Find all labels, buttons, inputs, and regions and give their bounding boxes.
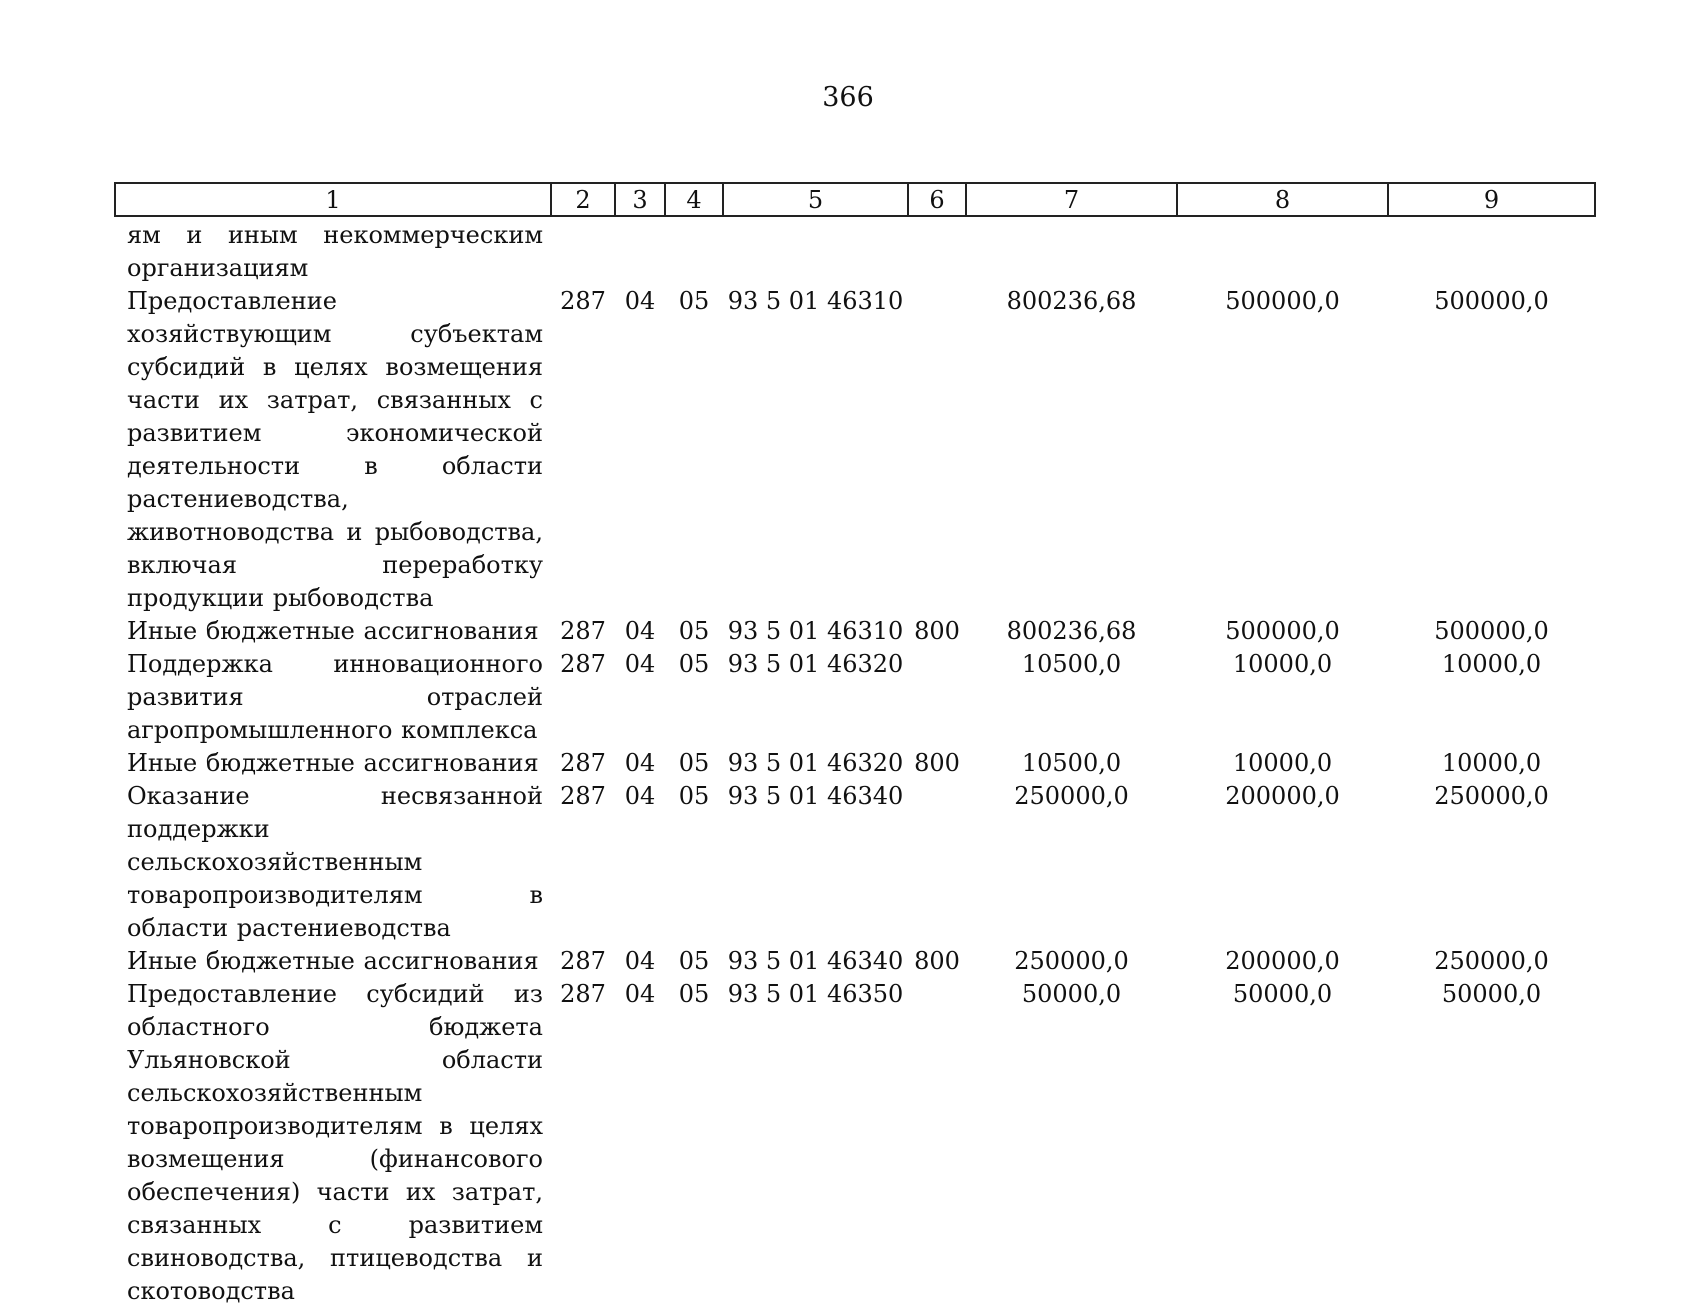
admin-code: 287: [560, 947, 606, 975]
amount-col8: 200000,0: [1225, 782, 1340, 810]
amount-col7: 800236,68: [1006, 287, 1137, 315]
expense-type-code: [908, 648, 966, 747]
section-code: [615, 216, 665, 285]
subsection-code: 05: [678, 650, 710, 678]
row-name: Иные бюджетные ассигнования: [127, 749, 539, 777]
target-article-code: 93 5 01 46320: [727, 650, 904, 678]
amount-col9: 10000,0: [1441, 749, 1542, 777]
amount-col7: 10500,0: [1021, 650, 1122, 678]
column-header-7: 7: [966, 183, 1177, 216]
amount-col8: 10000,0: [1232, 650, 1333, 678]
expense-type-code: 800: [914, 947, 960, 975]
budget-table: [114, 182, 1596, 1308]
row-name: ям и иным некоммерческим организациям: [127, 221, 543, 282]
target-article-code: 93 5 01 46340: [727, 782, 904, 810]
row-name: Поддержка инновационного развития отраслей агропромышленного комплекса: [127, 650, 543, 744]
column-header-9: 9: [1388, 183, 1595, 216]
page-number: 366: [822, 82, 874, 113]
admin-code: 287: [560, 782, 606, 810]
amount-col7: 250000,0: [1014, 947, 1129, 975]
subsection-code: 05: [678, 947, 710, 975]
amount-col9: 10000,0: [1441, 650, 1542, 678]
expense-type-code: [908, 780, 966, 945]
expense-type-code: [908, 216, 966, 285]
row-name: Иные бюджетные ассигнования: [127, 947, 539, 975]
admin-code: 287: [560, 287, 606, 315]
table-row: [115, 216, 1595, 285]
row-name: Оказание несвязанной поддержки сельскохозяйственным товаропроизводителям в области растениеводства: [127, 782, 543, 942]
table-row: [115, 780, 1595, 945]
admin-code: 287: [560, 650, 606, 678]
section-code: 04: [624, 980, 656, 1008]
amount-col7: 250000,0: [1014, 782, 1129, 810]
admin-code: 287: [560, 980, 606, 1008]
amount-col9: 500000,0: [1434, 617, 1549, 645]
section-code: 04: [624, 650, 656, 678]
section-code: 04: [624, 782, 656, 810]
column-header-6: 6: [908, 183, 966, 216]
table-row: [115, 945, 1595, 978]
row-name: Предоставление хозяйствующим субъектам субсидий в целях возмещения части их затрат, связанных с развитием экономической деятельности в области растениеводства, животноводства и рыбоводства, включая переработку продукции рыбоводства: [127, 287, 543, 612]
amount-col8: [1177, 216, 1388, 285]
row-name: Предоставление субсидий из областного бюджета Ульяновской области сельскохозяйственным товаропроизводителям в целях возмещения (финансового обеспечения) части их затрат, связанных с развитием свиноводства, птицеводства и скотоводства: [127, 980, 543, 1305]
column-header-1: 1: [115, 183, 551, 216]
column-header-5: 5: [723, 183, 908, 216]
amount-col7: [966, 216, 1177, 285]
target-article-code: 93 5 01 46310: [727, 287, 904, 315]
table-body: [115, 216, 1595, 1308]
subsection-code: 05: [678, 749, 710, 777]
amount-col7: 50000,0: [1021, 980, 1122, 1008]
table-row: [115, 285, 1595, 615]
column-header-8: 8: [1177, 183, 1388, 216]
table-row: [115, 648, 1595, 747]
target-article-code: 93 5 01 46350: [727, 980, 904, 1008]
amount-col7: 800236,68: [1006, 617, 1137, 645]
admin-code: 287: [560, 617, 606, 645]
amount-col8: 500000,0: [1225, 287, 1340, 315]
subsection-code: 05: [678, 782, 710, 810]
subsection-code: 05: [678, 287, 710, 315]
column-header-2: 2: [551, 183, 615, 216]
subsection-code: 05: [678, 617, 710, 645]
amount-col8: 500000,0: [1225, 617, 1340, 645]
admin-code: 287: [560, 749, 606, 777]
amount-col9: 50000,0: [1441, 980, 1542, 1008]
expense-type-code: [908, 978, 966, 1308]
section-code: 04: [624, 287, 656, 315]
table-row: [115, 978, 1595, 1308]
row-name: Иные бюджетные ассигнования: [127, 617, 539, 645]
table-header: [115, 183, 1595, 216]
section-code: 04: [624, 749, 656, 777]
target-article-code: 93 5 01 46320: [727, 749, 904, 777]
amount-col8: 10000,0: [1232, 749, 1333, 777]
amount-col9: 500000,0: [1434, 287, 1549, 315]
expense-type-code: [908, 285, 966, 615]
column-header-3: 3: [615, 183, 665, 216]
amount-col9: [1388, 216, 1595, 285]
table-row: [115, 747, 1595, 780]
amount-col8: 200000,0: [1225, 947, 1340, 975]
amount-col7: 10500,0: [1021, 749, 1122, 777]
target-article-code: [723, 216, 908, 285]
section-code: 04: [624, 617, 656, 645]
subsection-code: [665, 216, 723, 285]
amount-col9: 250000,0: [1434, 947, 1549, 975]
admin-code: [551, 216, 615, 285]
amount-col8: 50000,0: [1232, 980, 1333, 1008]
table-row: [115, 615, 1595, 648]
expense-type-code: 800: [914, 617, 960, 645]
target-article-code: 93 5 01 46310: [727, 617, 904, 645]
section-code: 04: [624, 947, 656, 975]
amount-col9: 250000,0: [1434, 782, 1549, 810]
expense-type-code: 800: [914, 749, 960, 777]
column-header-4: 4: [665, 183, 723, 216]
target-article-code: 93 5 01 46340: [727, 947, 904, 975]
subsection-code: 05: [678, 980, 710, 1008]
